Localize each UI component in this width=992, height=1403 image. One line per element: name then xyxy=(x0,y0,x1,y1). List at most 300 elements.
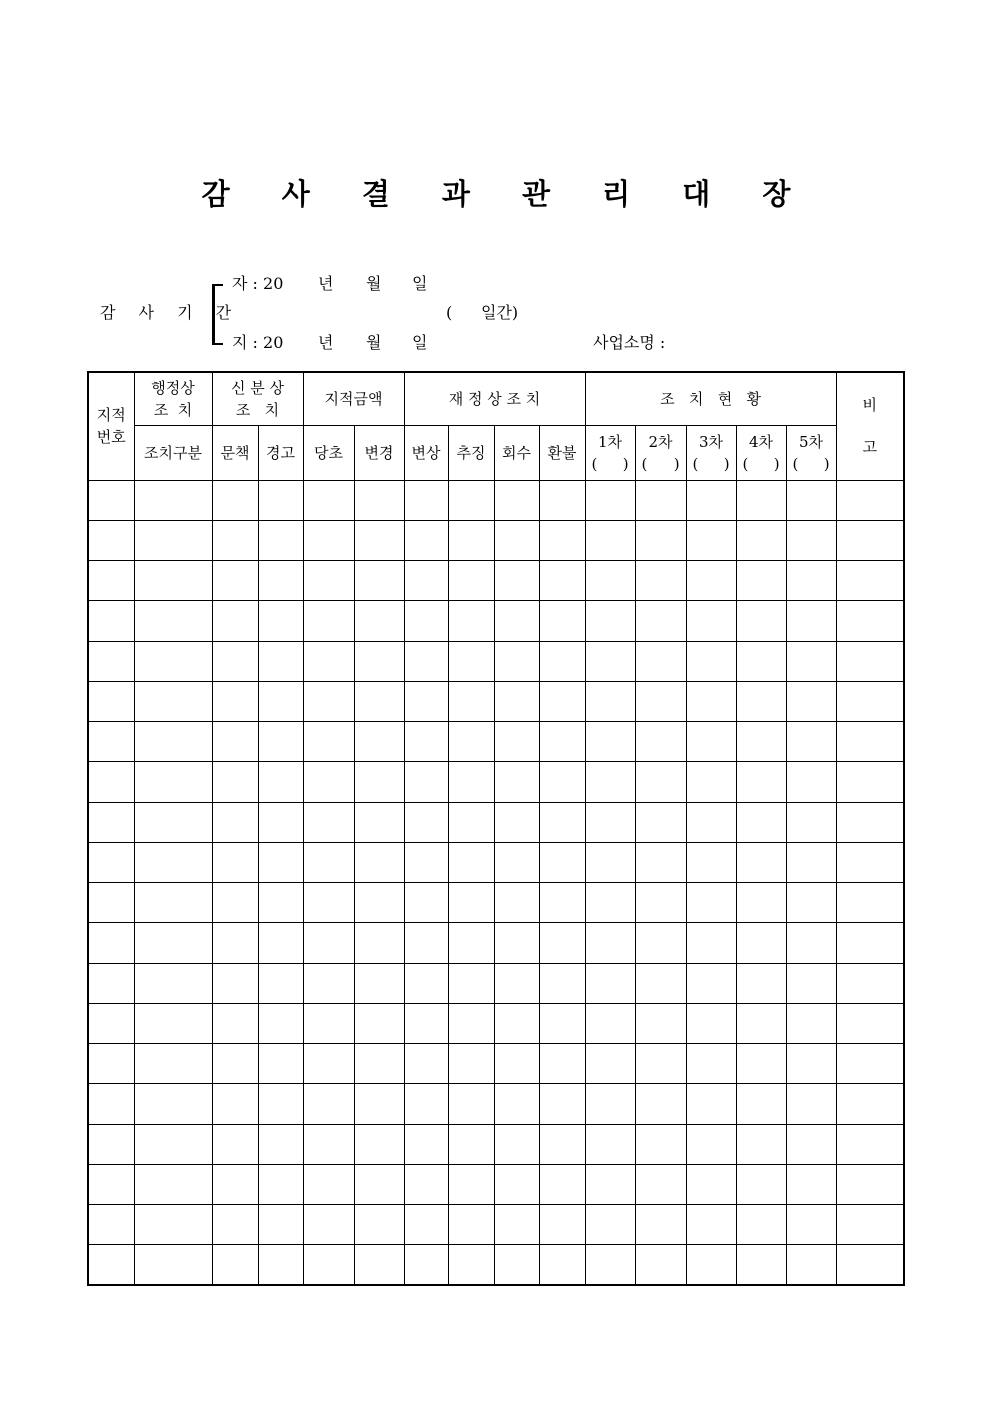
table-cell[interactable] xyxy=(448,480,494,520)
table-cell[interactable] xyxy=(134,1164,212,1204)
table-cell[interactable] xyxy=(635,1205,686,1245)
table-cell[interactable] xyxy=(212,923,258,963)
table-cell[interactable] xyxy=(494,1084,539,1124)
table-cell[interactable] xyxy=(836,561,904,601)
table-cell[interactable] xyxy=(635,601,686,641)
table-cell[interactable] xyxy=(258,641,303,681)
table-cell[interactable] xyxy=(303,802,354,842)
table-cell[interactable] xyxy=(303,520,354,560)
table-cell[interactable] xyxy=(134,641,212,681)
table-cell[interactable] xyxy=(585,923,635,963)
table-cell[interactable] xyxy=(836,480,904,520)
table-cell[interactable] xyxy=(354,762,404,802)
table-cell[interactable] xyxy=(836,842,904,882)
table-cell[interactable] xyxy=(836,1084,904,1124)
table-cell[interactable] xyxy=(448,802,494,842)
table-cell[interactable] xyxy=(303,762,354,802)
table-cell[interactable] xyxy=(539,1245,585,1285)
table-cell[interactable] xyxy=(303,923,354,963)
table-cell[interactable] xyxy=(88,1124,134,1164)
table-cell[interactable] xyxy=(134,1003,212,1043)
table-cell[interactable] xyxy=(539,923,585,963)
table-cell[interactable] xyxy=(585,1245,635,1285)
table-cell[interactable] xyxy=(448,1124,494,1164)
table-cell[interactable] xyxy=(303,1084,354,1124)
table-cell[interactable] xyxy=(686,561,736,601)
table-cell[interactable] xyxy=(736,802,786,842)
table-cell[interactable] xyxy=(736,963,786,1003)
table-cell[interactable] xyxy=(134,1044,212,1084)
table-cell[interactable] xyxy=(354,681,404,721)
table-cell[interactable] xyxy=(539,842,585,882)
table-cell[interactable] xyxy=(134,802,212,842)
table-cell[interactable] xyxy=(303,1245,354,1285)
table-cell[interactable] xyxy=(494,681,539,721)
table-cell[interactable] xyxy=(88,641,134,681)
table-cell[interactable] xyxy=(635,923,686,963)
table-cell[interactable] xyxy=(494,1044,539,1084)
table-cell[interactable] xyxy=(134,923,212,963)
table-cell[interactable] xyxy=(494,1164,539,1204)
table-cell[interactable] xyxy=(786,641,836,681)
table-cell[interactable] xyxy=(258,1044,303,1084)
table-cell[interactable] xyxy=(88,842,134,882)
table-cell[interactable] xyxy=(404,1205,448,1245)
table-cell[interactable] xyxy=(836,681,904,721)
table-cell[interactable] xyxy=(494,1003,539,1043)
table-cell[interactable] xyxy=(448,520,494,560)
table-cell[interactable] xyxy=(258,681,303,721)
table-cell[interactable] xyxy=(258,802,303,842)
table-cell[interactable] xyxy=(448,561,494,601)
table-cell[interactable] xyxy=(448,1205,494,1245)
table-cell[interactable] xyxy=(303,1124,354,1164)
table-cell[interactable] xyxy=(585,802,635,842)
table-cell[interactable] xyxy=(635,963,686,1003)
table-cell[interactable] xyxy=(786,1044,836,1084)
table-cell[interactable] xyxy=(448,923,494,963)
table-cell[interactable] xyxy=(212,802,258,842)
table-cell[interactable] xyxy=(88,1205,134,1245)
table-cell[interactable] xyxy=(88,601,134,641)
table-cell[interactable] xyxy=(134,561,212,601)
table-cell[interactable] xyxy=(494,802,539,842)
table-cell[interactable] xyxy=(404,963,448,1003)
table-cell[interactable] xyxy=(258,722,303,762)
table-cell[interactable] xyxy=(212,601,258,641)
table-cell[interactable] xyxy=(635,561,686,601)
table-cell[interactable] xyxy=(212,1205,258,1245)
table-cell[interactable] xyxy=(212,641,258,681)
table-cell[interactable] xyxy=(354,802,404,842)
table-cell[interactable] xyxy=(212,1044,258,1084)
table-cell[interactable] xyxy=(494,1245,539,1285)
table-cell[interactable] xyxy=(736,842,786,882)
table-cell[interactable] xyxy=(404,1084,448,1124)
table-cell[interactable] xyxy=(585,681,635,721)
table-cell[interactable] xyxy=(736,1205,786,1245)
table-cell[interactable] xyxy=(836,762,904,802)
table-cell[interactable] xyxy=(88,762,134,802)
table-cell[interactable] xyxy=(585,1084,635,1124)
table-cell[interactable] xyxy=(88,963,134,1003)
table-cell[interactable] xyxy=(88,722,134,762)
table-cell[interactable] xyxy=(539,1124,585,1164)
table-cell[interactable] xyxy=(686,722,736,762)
table-cell[interactable] xyxy=(736,722,786,762)
table-cell[interactable] xyxy=(404,681,448,721)
table-cell[interactable] xyxy=(258,963,303,1003)
table-cell[interactable] xyxy=(448,601,494,641)
table-cell[interactable] xyxy=(686,883,736,923)
table-cell[interactable] xyxy=(736,601,786,641)
table-cell[interactable] xyxy=(836,641,904,681)
table-cell[interactable] xyxy=(212,1003,258,1043)
table-cell[interactable] xyxy=(786,561,836,601)
table-cell[interactable] xyxy=(539,883,585,923)
table-cell[interactable] xyxy=(786,681,836,721)
table-cell[interactable] xyxy=(786,1003,836,1043)
table-cell[interactable] xyxy=(134,842,212,882)
table-cell[interactable] xyxy=(448,883,494,923)
table-cell[interactable] xyxy=(686,963,736,1003)
table-cell[interactable] xyxy=(494,762,539,802)
table-cell[interactable] xyxy=(404,722,448,762)
table-cell[interactable] xyxy=(494,963,539,1003)
table-cell[interactable] xyxy=(585,762,635,802)
table-cell[interactable] xyxy=(539,762,585,802)
table-cell[interactable] xyxy=(736,480,786,520)
table-cell[interactable] xyxy=(303,1205,354,1245)
table-cell[interactable] xyxy=(635,480,686,520)
table-cell[interactable] xyxy=(448,1084,494,1124)
table-cell[interactable] xyxy=(404,1124,448,1164)
table-cell[interactable] xyxy=(134,480,212,520)
table-cell[interactable] xyxy=(686,802,736,842)
table-cell[interactable] xyxy=(303,1044,354,1084)
table-cell[interactable] xyxy=(88,1084,134,1124)
table-cell[interactable] xyxy=(404,641,448,681)
table-cell[interactable] xyxy=(585,601,635,641)
table-cell[interactable] xyxy=(786,1245,836,1285)
table-cell[interactable] xyxy=(494,561,539,601)
table-cell[interactable] xyxy=(354,963,404,1003)
table-cell[interactable] xyxy=(786,883,836,923)
table-cell[interactable] xyxy=(134,762,212,802)
table-cell[interactable] xyxy=(354,722,404,762)
table-cell[interactable] xyxy=(494,883,539,923)
table-cell[interactable] xyxy=(303,601,354,641)
table-cell[interactable] xyxy=(635,1044,686,1084)
table-cell[interactable] xyxy=(448,1044,494,1084)
table-cell[interactable] xyxy=(539,641,585,681)
table-cell[interactable] xyxy=(134,722,212,762)
table-cell[interactable] xyxy=(354,520,404,560)
table-cell[interactable] xyxy=(494,601,539,641)
table-cell[interactable] xyxy=(258,520,303,560)
table-cell[interactable] xyxy=(686,842,736,882)
table-cell[interactable] xyxy=(258,1084,303,1124)
table-cell[interactable] xyxy=(836,1205,904,1245)
table-cell[interactable] xyxy=(686,923,736,963)
table-cell[interactable] xyxy=(836,1044,904,1084)
table-cell[interactable] xyxy=(448,722,494,762)
table-cell[interactable] xyxy=(686,1205,736,1245)
table-cell[interactable] xyxy=(404,480,448,520)
table-cell[interactable] xyxy=(134,1245,212,1285)
table-cell[interactable] xyxy=(686,1124,736,1164)
table-cell[interactable] xyxy=(258,762,303,802)
table-cell[interactable] xyxy=(736,1124,786,1164)
table-cell[interactable] xyxy=(258,480,303,520)
table-cell[interactable] xyxy=(836,722,904,762)
table-cell[interactable] xyxy=(134,1205,212,1245)
table-cell[interactable] xyxy=(303,722,354,762)
table-cell[interactable] xyxy=(404,1044,448,1084)
table-cell[interactable] xyxy=(585,561,635,601)
table-cell[interactable] xyxy=(303,480,354,520)
table-cell[interactable] xyxy=(404,842,448,882)
table-cell[interactable] xyxy=(585,963,635,1003)
table-cell[interactable] xyxy=(686,1044,736,1084)
table-cell[interactable] xyxy=(585,722,635,762)
table-cell[interactable] xyxy=(448,842,494,882)
table-cell[interactable] xyxy=(354,842,404,882)
table-cell[interactable] xyxy=(686,1245,736,1285)
table-cell[interactable] xyxy=(258,1003,303,1043)
table-cell[interactable] xyxy=(258,1164,303,1204)
table-cell[interactable] xyxy=(494,1205,539,1245)
table-cell[interactable] xyxy=(404,1245,448,1285)
table-cell[interactable] xyxy=(134,1084,212,1124)
table-cell[interactable] xyxy=(448,1003,494,1043)
table-cell[interactable] xyxy=(354,923,404,963)
table-cell[interactable] xyxy=(212,842,258,882)
table-cell[interactable] xyxy=(686,1164,736,1204)
table-cell[interactable] xyxy=(354,601,404,641)
table-cell[interactable] xyxy=(585,480,635,520)
table-cell[interactable] xyxy=(585,1164,635,1204)
table-cell[interactable] xyxy=(539,1044,585,1084)
table-cell[interactable] xyxy=(585,520,635,560)
table-cell[interactable] xyxy=(258,1205,303,1245)
table-cell[interactable] xyxy=(88,480,134,520)
table-cell[interactable] xyxy=(88,1003,134,1043)
table-cell[interactable] xyxy=(635,520,686,560)
table-cell[interactable] xyxy=(686,762,736,802)
table-cell[interactable] xyxy=(836,923,904,963)
table-cell[interactable] xyxy=(494,842,539,882)
table-cell[interactable] xyxy=(88,802,134,842)
table-cell[interactable] xyxy=(836,883,904,923)
table-cell[interactable] xyxy=(836,520,904,560)
table-cell[interactable] xyxy=(786,1124,836,1164)
table-cell[interactable] xyxy=(303,641,354,681)
table-cell[interactable] xyxy=(212,681,258,721)
table-cell[interactable] xyxy=(836,1245,904,1285)
table-cell[interactable] xyxy=(354,1044,404,1084)
table-cell[interactable] xyxy=(786,963,836,1003)
table-cell[interactable] xyxy=(212,1124,258,1164)
table-cell[interactable] xyxy=(736,520,786,560)
table-cell[interactable] xyxy=(212,480,258,520)
table-cell[interactable] xyxy=(303,883,354,923)
table-cell[interactable] xyxy=(539,1003,585,1043)
table-cell[interactable] xyxy=(448,681,494,721)
table-cell[interactable] xyxy=(258,1124,303,1164)
table-cell[interactable] xyxy=(354,1003,404,1043)
table-cell[interactable] xyxy=(448,762,494,802)
table-cell[interactable] xyxy=(836,1164,904,1204)
table-cell[interactable] xyxy=(585,1044,635,1084)
table-cell[interactable] xyxy=(786,923,836,963)
table-cell[interactable] xyxy=(539,601,585,641)
table-cell[interactable] xyxy=(836,601,904,641)
table-cell[interactable] xyxy=(786,1205,836,1245)
table-cell[interactable] xyxy=(303,1164,354,1204)
table-cell[interactable] xyxy=(686,601,736,641)
table-cell[interactable] xyxy=(404,802,448,842)
table-cell[interactable] xyxy=(635,842,686,882)
table-cell[interactable] xyxy=(303,842,354,882)
table-cell[interactable] xyxy=(258,601,303,641)
table-cell[interactable] xyxy=(539,802,585,842)
table-cell[interactable] xyxy=(88,520,134,560)
table-cell[interactable] xyxy=(585,641,635,681)
table-cell[interactable] xyxy=(635,722,686,762)
table-cell[interactable] xyxy=(448,1245,494,1285)
table-cell[interactable] xyxy=(134,963,212,1003)
table-cell[interactable] xyxy=(303,1003,354,1043)
table-cell[interactable] xyxy=(635,681,686,721)
table-cell[interactable] xyxy=(258,1245,303,1285)
table-cell[interactable] xyxy=(635,802,686,842)
table-cell[interactable] xyxy=(836,963,904,1003)
table-cell[interactable] xyxy=(635,883,686,923)
table-cell[interactable] xyxy=(836,1124,904,1164)
table-cell[interactable] xyxy=(404,601,448,641)
table-cell[interactable] xyxy=(134,1124,212,1164)
table-cell[interactable] xyxy=(88,1245,134,1285)
table-cell[interactable] xyxy=(212,762,258,802)
table-cell[interactable] xyxy=(539,681,585,721)
table-cell[interactable] xyxy=(539,520,585,560)
table-cell[interactable] xyxy=(88,923,134,963)
table-cell[interactable] xyxy=(494,722,539,762)
table-cell[interactable] xyxy=(303,963,354,1003)
table-cell[interactable] xyxy=(786,480,836,520)
table-cell[interactable] xyxy=(134,601,212,641)
table-cell[interactable] xyxy=(88,883,134,923)
table-cell[interactable] xyxy=(585,1205,635,1245)
table-cell[interactable] xyxy=(448,1164,494,1204)
table-cell[interactable] xyxy=(585,842,635,882)
table-cell[interactable] xyxy=(635,1245,686,1285)
table-cell[interactable] xyxy=(212,1245,258,1285)
table-cell[interactable] xyxy=(836,802,904,842)
table-cell[interactable] xyxy=(539,561,585,601)
table-cell[interactable] xyxy=(88,1044,134,1084)
table-cell[interactable] xyxy=(404,883,448,923)
table-cell[interactable] xyxy=(539,1205,585,1245)
table-cell[interactable] xyxy=(494,520,539,560)
table-cell[interactable] xyxy=(404,923,448,963)
table-cell[interactable] xyxy=(539,1084,585,1124)
table-cell[interactable] xyxy=(736,681,786,721)
table-cell[interactable] xyxy=(539,480,585,520)
table-cell[interactable] xyxy=(258,923,303,963)
table-cell[interactable] xyxy=(736,883,786,923)
table-cell[interactable] xyxy=(88,681,134,721)
table-cell[interactable] xyxy=(736,1044,786,1084)
table-cell[interactable] xyxy=(836,1003,904,1043)
table-cell[interactable] xyxy=(686,681,736,721)
table-cell[interactable] xyxy=(134,883,212,923)
table-cell[interactable] xyxy=(448,963,494,1003)
table-cell[interactable] xyxy=(736,1084,786,1124)
table-cell[interactable] xyxy=(212,520,258,560)
table-cell[interactable] xyxy=(736,1164,786,1204)
table-cell[interactable] xyxy=(635,1003,686,1043)
table-cell[interactable] xyxy=(134,681,212,721)
table-cell[interactable] xyxy=(212,722,258,762)
table-cell[interactable] xyxy=(303,561,354,601)
table-cell[interactable] xyxy=(539,1164,585,1204)
table-cell[interactable] xyxy=(404,762,448,802)
table-cell[interactable] xyxy=(686,480,736,520)
table-cell[interactable] xyxy=(786,601,836,641)
table-cell[interactable] xyxy=(354,1205,404,1245)
table-cell[interactable] xyxy=(212,561,258,601)
table-cell[interactable] xyxy=(354,561,404,601)
table-cell[interactable] xyxy=(736,923,786,963)
table-cell[interactable] xyxy=(686,1084,736,1124)
table-cell[interactable] xyxy=(635,1124,686,1164)
table-cell[interactable] xyxy=(635,1084,686,1124)
table-cell[interactable] xyxy=(736,1003,786,1043)
table-cell[interactable] xyxy=(786,1084,836,1124)
table-cell[interactable] xyxy=(354,1245,404,1285)
table-cell[interactable] xyxy=(736,762,786,802)
table-cell[interactable] xyxy=(686,520,736,560)
table-cell[interactable] xyxy=(585,1003,635,1043)
table-cell[interactable] xyxy=(736,1245,786,1285)
table-cell[interactable] xyxy=(686,641,736,681)
table-cell[interactable] xyxy=(354,480,404,520)
table-cell[interactable] xyxy=(635,1164,686,1204)
table-cell[interactable] xyxy=(404,520,448,560)
table-cell[interactable] xyxy=(585,883,635,923)
table-cell[interactable] xyxy=(134,520,212,560)
table-cell[interactable] xyxy=(88,561,134,601)
table-cell[interactable] xyxy=(786,802,836,842)
table-cell[interactable] xyxy=(635,762,686,802)
table-cell[interactable] xyxy=(212,883,258,923)
table-cell[interactable] xyxy=(354,1124,404,1164)
table-cell[interactable] xyxy=(494,1124,539,1164)
table-cell[interactable] xyxy=(258,561,303,601)
table-cell[interactable] xyxy=(404,561,448,601)
table-cell[interactable] xyxy=(404,1164,448,1204)
table-cell[interactable] xyxy=(686,1003,736,1043)
table-cell[interactable] xyxy=(786,1164,836,1204)
table-cell[interactable] xyxy=(494,641,539,681)
table-cell[interactable] xyxy=(585,1124,635,1164)
table-cell[interactable] xyxy=(354,1164,404,1204)
table-cell[interactable] xyxy=(494,923,539,963)
table-cell[interactable] xyxy=(212,1164,258,1204)
table-cell[interactable] xyxy=(539,963,585,1003)
